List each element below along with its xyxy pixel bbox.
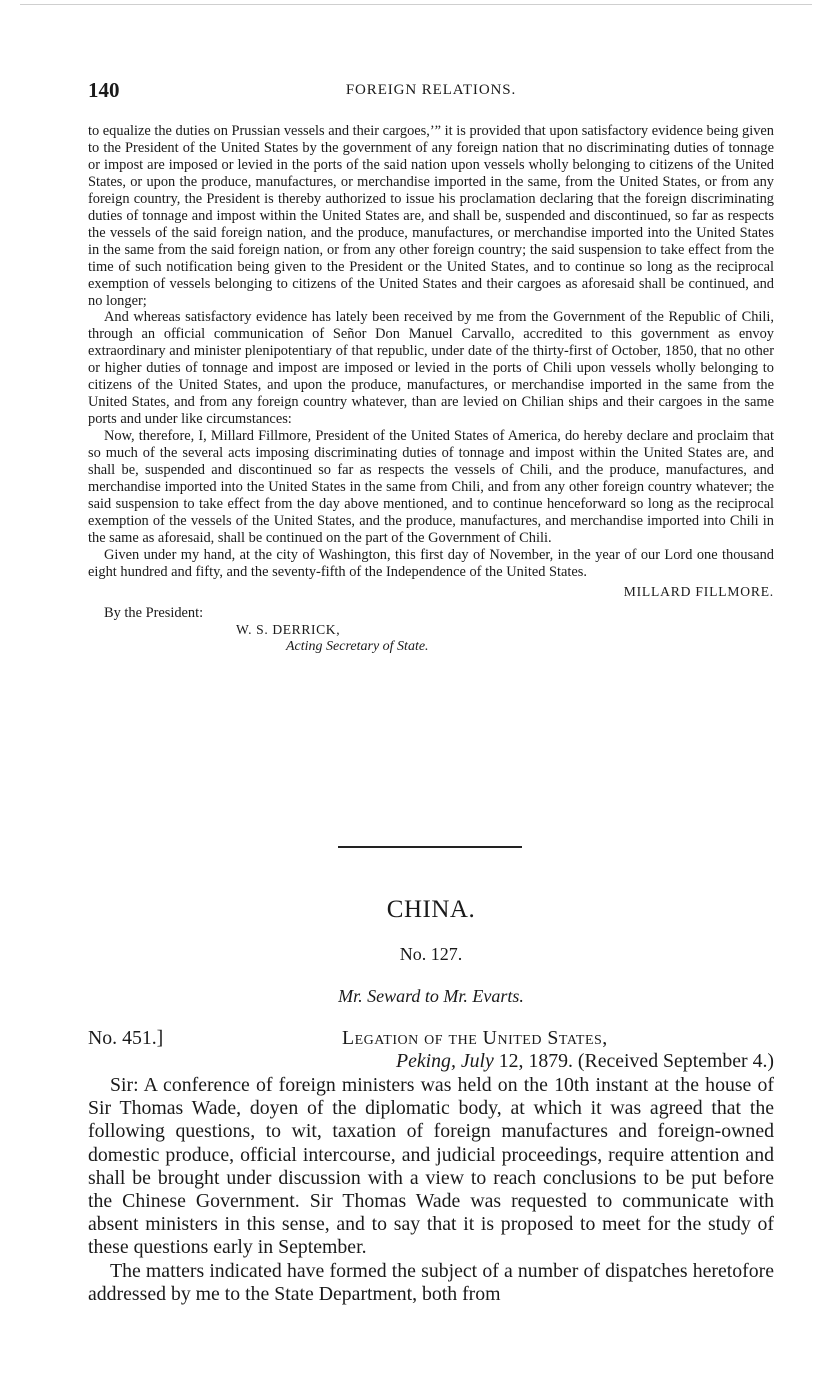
proclamation-paragraph: to equalize the duties on Prussian vessels and their cargoes,’” it is provided that upon satisfactory evidence being given to the President of the United States by the government of any foreign nation that no discriminating duties of tonnage or impost are imposed or levied in the ports of the said nation upon vessels wholly belonging to citizens of the United States, or upon the produce, manufactures, or merchandise imported in the same, from the United States, or from any foreign country, the President is thereby authorized to issue his proclamation declaring that the foreign discriminating duties of tonnage and impost within the United States are, and shall be, suspended and discontinued, so far as respects the vessels of the said foreign nation, and the produce, manufactures, or merchandise imported into the United States in the same from the said foreign nation, or from any other foreign country; the said suspension to take effect from the time of such notification being given to the President or the United States, and to continue so long as the reciprocal exemption of vessels belonging to citizens of the United States and their cargoes as aforesaid shall be continued, and no longer; (88, 123, 774, 309)
running-head: FOREIGN RELATIONS. (345, 82, 517, 98)
dateline-date: 12, 1879. (498, 1050, 573, 1072)
letter-subject: Mr. Seward to Mr. Evarts. (338, 986, 524, 1006)
letter-paragraph: The matters indicated have formed the subject of a number of dispatches heretofore addressed by me to the State Department, both from (88, 1259, 774, 1305)
dateline-month: July (460, 1050, 494, 1072)
letter-paragraph: Sir: A conference of foreign ministers was held on the 10th instant at the house of Sir Thomas Wade, doyen of the diplomatic body, at which it was agreed that the following questions, to wit, taxation of foreign manufactures and foreign-owned domestic produce, official intercourse, and judicial proceedings, require attention and shall be brought under discussion with a view to reach conclusions to be put before the Chinese Government. Sir Thomas Wade was requested to communicate with absent ministers in this sense, and to say that it is proposed to meet for the study of these questions early in September. (88, 1074, 774, 1259)
dateline-place: Peking, (396, 1050, 456, 1072)
dispatch-reference: No. 451.] (88, 1027, 164, 1049)
letter-body (88, 1027, 774, 1306)
proclamation-paragraph: Now, therefore, I, Millard Fillmore, President of the United States of America, do hereby declare and proclaim that so much of the several acts imposing discriminating duties of tonnage and impost within the United States are, and shall be, suspended and discontinued so far as respects the vessels of Chili, and the produce, manufactures, and merchandise imported into the United States in the same from Chili, and from any other foreign country whatever; the said suspension to take effect from the day above mentioned, and to continue henceforward so long as the reciprocal exemption of the vessels of the United States, and the produce, manufactures, and merchandise imported into Chili in the same as aforesaid, shall be continued on the part of the Government of Chili. (88, 428, 774, 546)
section-divider (338, 846, 522, 848)
section-heading: CHINA. (386, 896, 476, 923)
received-note: (Received September 4.) (577, 1050, 774, 1072)
proclamation-paragraph: Given under my hand, at the city of Washington, this first day of November, in the year of our Lord one thousand eight hundred and fifty, and the seventy-fifth of the Independence of the United States. (88, 546, 774, 580)
proclamation-text (88, 123, 774, 656)
page-number: 140 (88, 78, 120, 102)
countersigner-name: W. S. DERRICK, (236, 621, 341, 637)
dateline (88, 1050, 774, 1074)
countersigner-title: Acting Secretary of State. (286, 638, 429, 654)
letter-heading (88, 1027, 774, 1050)
proclamation-paragraph: And whereas satisfactory evidence has lately been received by me from the Government of the Republic of Chili, through an official communication of Señor Don Manuel Carvallo, accredited to this government as envoy extraordinary and minister plenipotentiary of that republic, under date of the thirty-first of October, 1850, that no other or higher duties of tonnage and impost are imposed or levied in the ports of Chili upon vessels wholly belonging to citizens of the United States, and upon the produce, manufactures, or merchandise imported in the same from the United States, and from any foreign country whatever, than are levied on Chilian ships and their cargoes in the same ports and under like circumstances: (88, 309, 774, 428)
by-the-president: By the President: (104, 604, 204, 621)
document-number: No. 127. (399, 944, 463, 964)
top-border-line (20, 4, 812, 5)
page-header (88, 78, 774, 102)
legation-line: Legation of the United States, (342, 1027, 608, 1049)
president-signature: MILLARD FILLMORE. (623, 583, 774, 599)
